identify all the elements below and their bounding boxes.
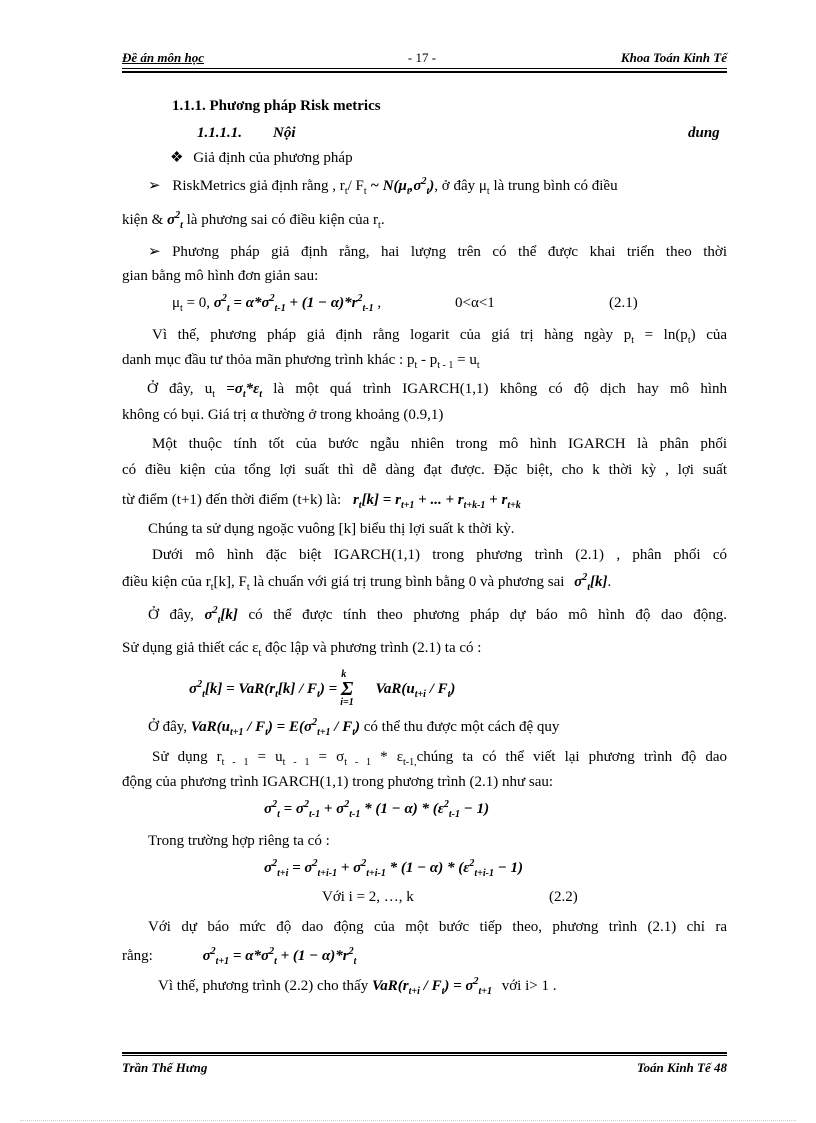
p2-line2: gian bằng mô hình đơn giản sau: xyxy=(122,268,319,284)
p5-line1: Một thuộc tính tốt của bước ngẫu nhiên trong mô hình IGARCH là phân phối xyxy=(152,436,727,452)
p3-line2: danh mục đầu tư thỏa mãn phương trình khác : $p_t - p_{t - 1} = u_t$ xyxy=(122,352,480,371)
p2-line1: ➢ Phương pháp giả định rằng, hai lượng trên có thể được khai triển theo thời xyxy=(148,244,727,260)
header-rule xyxy=(122,68,727,69)
equation-2-2-range: Với i = 2, …, k xyxy=(322,889,414,905)
variance-sum-formula: $\sigma^2_t[k] = VaR(r_t[k] / F_t) = \Sigma^k_{i=1}$ $VaR(u_{t+i} / F_t)$ xyxy=(189,669,456,708)
equation-2-1: $\mu_t = 0$, $\sigma^2_t = \alpha*\sigma^2_{t-1} + (1 - \alpha)*r^2_{t-1}$ , xyxy=(172,293,382,314)
p3-line1: Vì thế, phương pháp giả định rằng logarit của giá trị hàng ngày $p_t = \ln(p_t)$ của xyxy=(152,327,728,346)
p6: Chúng ta sử dụng ngoặc vuông [k] biểu thị lợi suất k thời kỳ. xyxy=(148,521,515,537)
p8-line2: Sử dụng giả thiết các $\varepsilon_t$ độc lập và phương trình (2.1) ta có : xyxy=(122,640,482,659)
p12-line2: rằng: $\sigma^2_{t+1} = \alpha*\sigma^2_t + (1 - \alpha)*r^2_t$ xyxy=(122,946,357,967)
p7-line2: điều kiện của $r_t[k]$, $F_t$ là chuẩn với giá trị trung bình bằng 0 và phương sai $\sigma^2_t[k]$. xyxy=(122,572,612,593)
p5-line2: có điều kiện của tổng lợi suất thì dễ dàng đạt được. Đặc biệt, cho k thời kỳ , lợi suất xyxy=(122,462,727,478)
header-rule-thick xyxy=(122,71,727,73)
equation-2-1-number: (2.1) xyxy=(609,295,638,311)
page-header xyxy=(122,50,727,68)
p8-line1: Ở đây, $\sigma^2_t[k]$ có thể được tính theo phương pháp dự báo mô hình độ dao động. xyxy=(148,605,727,626)
footer-class: Toán Kinh Tế 48 xyxy=(636,1060,727,1075)
equation-2-1-condition: 0<α<1 xyxy=(455,295,495,311)
p4-line2: không có bụi. Giá trị α thường ở trong khoảng (0.9,1) xyxy=(122,407,444,423)
arrow-bullet-icon: ➢ xyxy=(148,178,161,194)
igarch-variance-formula: $\sigma^2_t = \sigma^2_{t-1} + \sigma^2_{t-1} * (1 - \alpha) * (\varepsilon^2_{t-1} - 1)$ xyxy=(264,799,490,820)
p10-line1: Sử dụng $r_{t - 1} = u_{t - 1} = \sigma_{t - 1}$ * $\varepsilon_{t-1,}chúng$ ta có thể viết lại phương trình độ dao xyxy=(152,749,728,768)
p1-line2: kiện & $\sigma^2_t$ là phương sai có điều kiện của $r_t$. xyxy=(122,210,385,231)
p4-line1: Ở đây, $u_t =\sigma_t*\varepsilon_t$ là một quá trình IGARCH(1,1) không có độ dịch hay mô hình xyxy=(147,381,727,400)
p1-line1: ➢ RiskMetrics giả định rằng , $r_t/$ $F_t$ ~ $N(\mu_t,\sigma^2_t)$, ở đây $\mu_t$ là trung bình có điều xyxy=(148,176,618,197)
footer-author: Trần Thế Hưng xyxy=(122,1060,208,1075)
p13: Vì thế, phương trình (2.2) cho thấy $VaR(r_{t+i} / F_t) = \sigma^2_{t+1}$ với i> 1 . xyxy=(158,976,557,997)
p12-line1: Với dự báo mức độ dao động của một bước tiếp theo, phương trình (2.1) chỉ ra xyxy=(148,919,727,935)
header-faculty: Khoa Toán Kinh Tế xyxy=(620,50,727,65)
subheading-number: 1.1.1.1. xyxy=(197,125,242,141)
igarch-variance-formula-i: $\sigma^2_{t+i} = \sigma^2_{t+i-1} + \sigma^2_{t+i-1} * (1 - \alpha) * (\varepsilon^2_{t+i-1} - 1)$ xyxy=(264,858,524,879)
footer-rule-thick xyxy=(122,1052,727,1054)
p10-line2: động của phương trình IGARCH(1,1) trong phương trình (2.1) như sau: xyxy=(122,774,554,790)
normal-dist-formula: ~ $N(\mu_t,\sigma^2_t)$ xyxy=(370,176,435,197)
p5-line3: từ điểm (t+1) đến thời điểm (t+k) là: $r_t[k] = r_{t+1}$ + ... + $r_{t+k-1} + r_{t+k}$ xyxy=(122,492,521,511)
footer-rule xyxy=(122,1055,727,1056)
sum-return-formula: $r_t[k] = r_{t+1}$ + ... + $r_{t+k-1} + r_{t+k}$ xyxy=(352,492,521,511)
header-course: Đề án môn học xyxy=(122,50,204,65)
section-heading: 1.1.1. Phương pháp Risk metrics xyxy=(172,98,381,114)
page-number: - 17 - xyxy=(407,50,437,65)
subheading-word-2: dung xyxy=(688,125,720,141)
page-edge xyxy=(20,1120,796,1121)
bullet-line xyxy=(170,149,353,167)
bullet-text: Giả định của phương pháp xyxy=(193,150,353,166)
p7-line1: Dưới mô hình đặc biệt IGARCH(1,1) trong phương trình (2.1) , phân phối có xyxy=(152,547,727,563)
page-footer xyxy=(122,1060,727,1076)
equation-2-2-number: (2.2) xyxy=(549,889,578,905)
diamond-bullet-icon: ❖ xyxy=(170,150,184,166)
p9: Ở đây, $VaR(u_{t+1} / F_t) = E(\sigma^2_{t+1} / F_t)$ có thể thu được một cách đệ quy xyxy=(148,717,560,738)
p11: Trong trường hợp riêng ta có : xyxy=(148,833,330,849)
arrow-bullet-icon: ➢ xyxy=(148,244,161,260)
subheading-word-1: Nội xyxy=(273,125,296,141)
